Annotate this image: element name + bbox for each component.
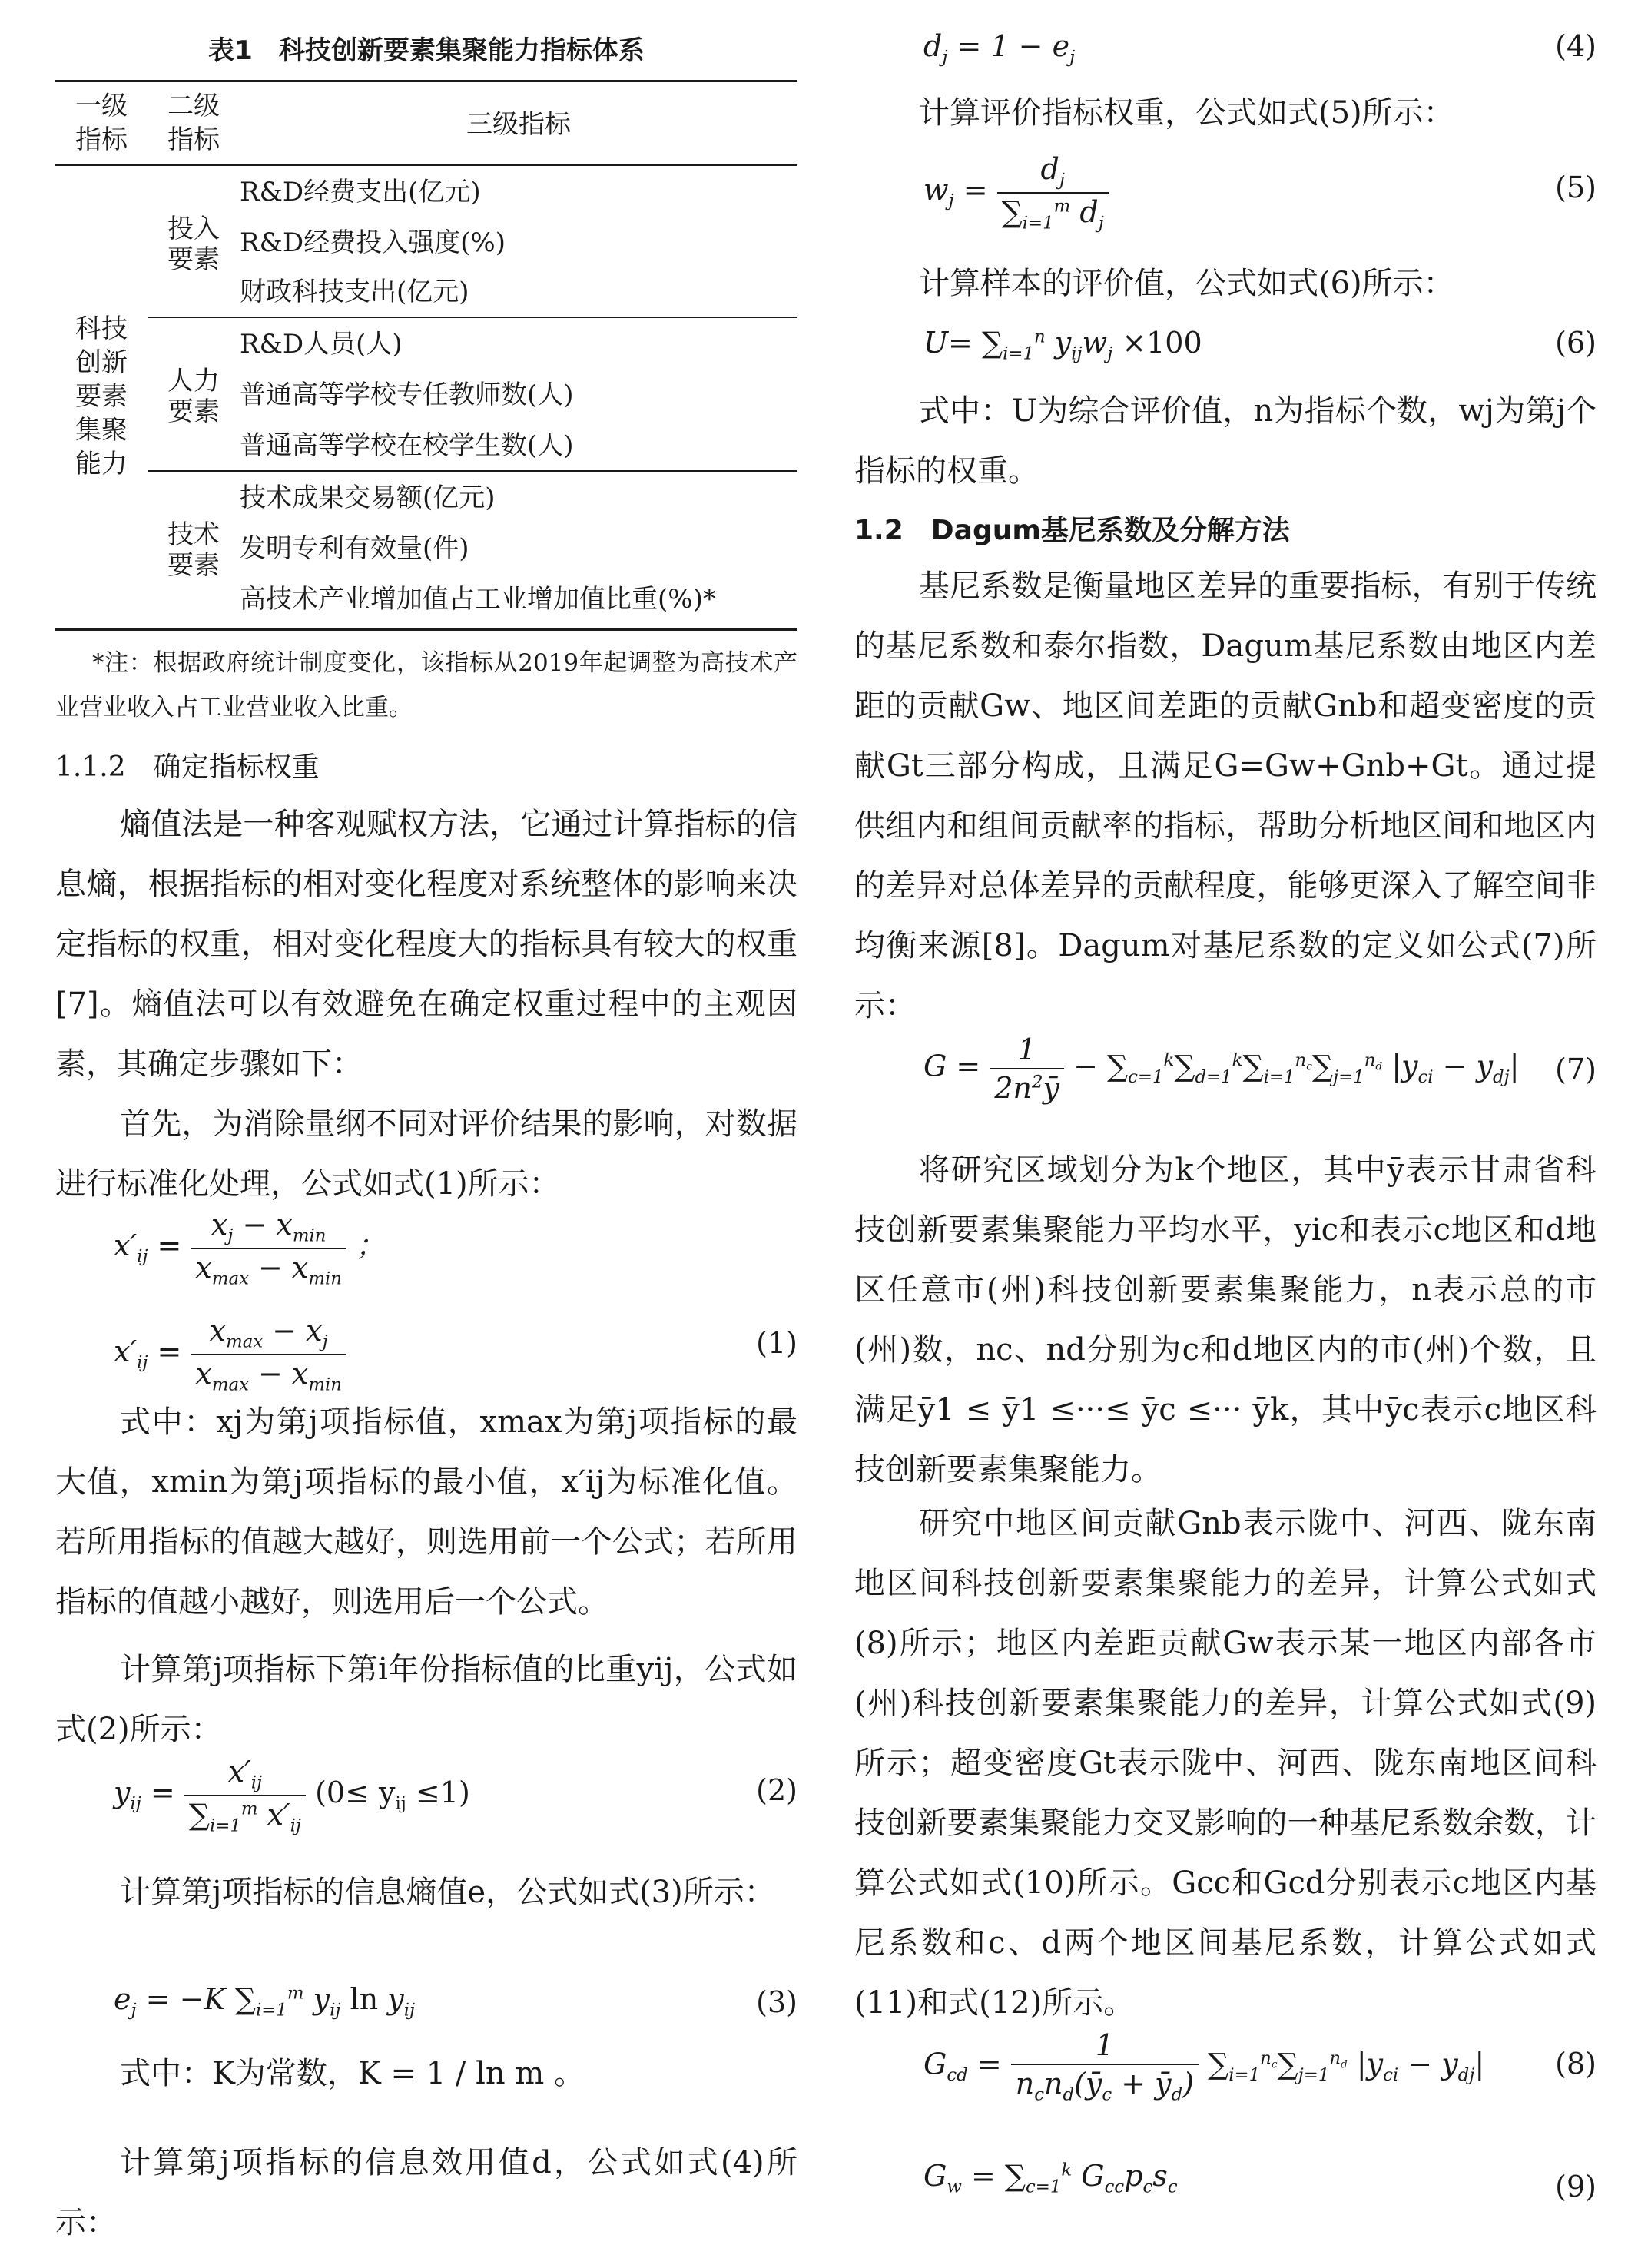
table-header-rule — [55, 164, 797, 166]
equation-number: (2) — [756, 1773, 797, 1807]
table-top-rule — [55, 80, 797, 82]
equation-7: G = $\frac{1}{2n^2ȳ}$ − $\sum_{c=1}^k\sum_{d=1}^k\sum_{i=1}^{n_c}\sum_{j=1}^{n_d}$ $|y_{ci} - y_{dj}|$ — [923, 1033, 1520, 1105]
indicator-row: 普通高等学校在校学生数(人) — [240, 430, 574, 461]
table-bottom-rule — [55, 628, 797, 631]
indicator-row: 技术成果交易额(亿元) — [240, 482, 496, 513]
paragraph: 式中：U为综合评价值，n为指标个数，wj为第j个指标的权重。 — [854, 393, 1597, 489]
equation-3: $e_j = -K$ $\sum_{i=1}^m$ $y_{ij}$ $\ln y_{ij}$ — [114, 1982, 416, 2021]
indicator-row: R&D人员(人) — [240, 329, 403, 360]
equation-1a: $x'_{ij}$ = $\frac{x_j - x_{min}}{x_{max} - x_{min}}$ ； — [114, 1208, 386, 1289]
paragraph: 计算评价指标权重，公式如式(5)所示： — [919, 95, 1454, 131]
header-level3: 三级指标 — [466, 109, 571, 140]
equation-number: (1) — [756, 1326, 797, 1360]
section-heading: 1.2 Dagum基尼系数及分解方法 — [854, 515, 1290, 546]
paragraph: 将研究区域划分为k个地区，其中ȳ表示甘肃省科技创新要素集聚能力平均水平，yic和表示c地区和d地区任意市(州)科技创新要素集聚能力，n表示总的市(州)数，nc、nd分别为c和d地区内的市(州)个数，且满足ȳ1 ≤ ȳ1 ≤···≤ ȳc ≤··· ȳk，其中ȳc表示c地区科技创新要素集聚能力。 — [854, 1152, 1597, 1487]
equation-1b: $x'_{ij}$ = $\frac{x_{max} - x_j}{x_{max} - x_{min}}$ — [114, 1314, 346, 1394]
equation-number: (7) — [1555, 1053, 1597, 1086]
group-input-name: 投入 要素 — [167, 214, 220, 275]
indicator-row: 发明专利有效量(件) — [240, 533, 469, 564]
paragraph: 计算第j项指标下第i年份指标值的比重yij，公式如式(2)所示： — [55, 1652, 797, 1747]
paragraph: 熵值法是一种客观赋权方法，它通过计算指标的信息熵，根据指标的相对变化程度对系统整体的影响来决定指标的权重，相对变化程度大的指标具有较大的权重[7]。熵值法可以有效避免在确定权重过程中的主观因素，其确定步骤如下： — [55, 807, 797, 1082]
equation-5: $w_j$ = $\frac{d_j}{\sum_{i=1}^m d_j}$ — [923, 152, 1109, 233]
paragraph: 式中：xj为第j项指标值，xmax为第j项指标的最大值，xmin为第j项指标的最小值，x′ij为标准化值。若所用指标的值越大越好，则选用前一个公式；若所用指标的值越小越好，则选用后一个公式。 — [55, 1404, 797, 1620]
header-level2: 二级 指标 — [167, 91, 220, 155]
equation-number: (6) — [1555, 326, 1597, 360]
equation-9: $G_w = \sum_{c=1}^k$ $G_{cc}p_cs_c$ — [923, 2159, 1178, 2197]
paragraph: 研究中地区间贡献Gnb表示陇中、河西、陇东南地区间科技创新要素集聚能力的差异，计算公式如式(8)所示；地区内差距贡献Gw表示某一地区内部各市(州)科技创新要素集聚能力的差异，计算公式如式(9)所示；超变密度Gt表示陇中、河西、陇东南地区间科技创新要素集聚能力交叉影响的一种基尼系数余数，计算公式如式(10)所示。Gcc和Gcd分别表示c地区内基尼系数和c、d两个地区间基尼系数，计算公式如式(11)和式(12)所示。 — [854, 1506, 1597, 2021]
paragraph: 基尼系数是衡量地区差异的重要指标，有别于传统的基尼系数和泰尔指数，Dagum基尼系数由地区内差距的贡献Gw、地区间差距的贡献Gnb和超变密度的贡献Gt三部分构成，且满足G=Gw+Gnb+Gt。通过提供组内和组间贡献率的指标，帮助分析地区间和地区内的差异对总体差异的贡献程度，能够更深入了解空间非均衡来源[8]。Dagum对基尼系数的定义如公式(7)所示： — [854, 569, 1597, 1023]
equation-number: (4) — [1555, 29, 1597, 63]
paragraph: 计算第j项指标的信息效用值d，公式如式(4)所示： — [55, 2145, 797, 2240]
first-level-indicator: 科技 创新 要素 集聚 能力 — [75, 313, 128, 479]
equation-number: (3) — [756, 1985, 797, 2019]
indicator-row: 普通高等学校专任教师数(人) — [240, 380, 574, 410]
paragraph: 首先，为消除量纲不同对评价结果的影响，对数据进行标准化处理，公式如式(1)所示： — [55, 1106, 797, 1202]
equation-8: $G_{cd}$ = $\frac{1}{n_cn_d(ȳ_c + ȳ_d)}$ $\sum_{i=1}^{n_c}\sum_{j=1}^{n_d}$ $|y_{ci} - y_{dj}|$ — [923, 2028, 1485, 2105]
equation-number: (9) — [1555, 2170, 1597, 2203]
indicator-row: 高技术产业增加值占工业增加值比重(%)* — [240, 584, 716, 615]
table-note: *注：根据政府统计制度变化，该指标从2019年起调整为高技术产业营业收入占工业营业收入比重。 — [55, 649, 797, 721]
table-caption: 表1 科技创新要素集聚能力指标体系 — [208, 35, 645, 66]
group-divider — [148, 470, 797, 472]
section-heading: 1.1.2 确定指标权重 — [55, 751, 320, 783]
indicator-row: 财政科技支出(亿元) — [240, 277, 469, 307]
group-tech-name: 技术 要素 — [167, 519, 220, 581]
header-level1: 一级 指标 — [75, 91, 128, 155]
paragraph: 计算样本的评价值，公式如式(6)所示： — [919, 266, 1454, 301]
group-divider — [148, 317, 797, 318]
paragraph: 计算第j项指标的信息熵值e，公式如式(3)所示： — [120, 1875, 775, 1910]
paragraph: 式中：K为常数，K = 1 / ln m 。 — [120, 2056, 585, 2091]
equation-6: $U= \sum_{i=1}^n$ $y_{ij}w_j \times 100$ — [923, 326, 1202, 364]
equation-4: $d_j = 1 - e_j$ — [923, 29, 1076, 68]
indicator-row: R&D经费支出(亿元) — [240, 177, 481, 207]
group-human-name: 人力 要素 — [167, 366, 220, 427]
equation-2: $y_{ij}$ = $\frac{x'_{ij}}{\sum_{i=1}^m x'_{ij}}$ $(0\le y_{ij} \le 1)$ — [114, 1755, 470, 1836]
indicator-row: R&D经费投入强度(%) — [240, 227, 506, 258]
equation-number: (5) — [1555, 171, 1597, 204]
equation-number: (8) — [1555, 2047, 1597, 2081]
